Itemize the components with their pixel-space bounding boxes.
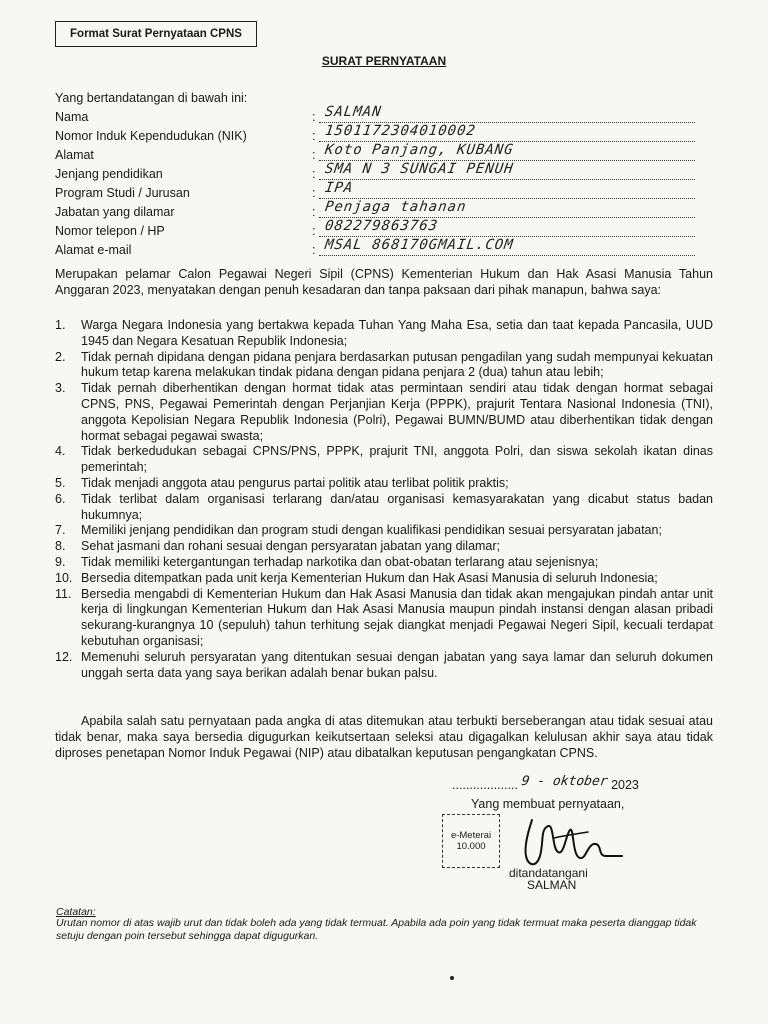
list-item: 5. Tidak menjadi anggota atau pengurus partai politik atau terlibat politik praktis; [55, 475, 509, 490]
list-item: 10. Bersedia ditempatkan pada unit kerja Kementerian Hukum dan Hak Asasi Manusia di seluruh Indonesia; [55, 570, 658, 585]
list-item: 12. Memenuhi seluruh persyaratan yang ditentukan sesuai dengan jabatan yang saya lamar dan seluruh dokumen unggah serta data yang saya berikan adalah benar bukan palsu. [55, 649, 713, 680]
document-title: SURAT PERNYATAAN [321, 54, 447, 68]
note-text: Urutan nomor di atas wajib urut dan tidak boleh ada yang tidak termuat. Apabila ada poin yang tidak termuat maka peserta dianggap tidak setuju dengan poin tersebut sehingga dapat digugurkan. [56, 917, 697, 942]
field-email: Alamat e-mail : MSAL 868170GMAIL.COM [55, 243, 655, 262]
stray-dot [450, 976, 454, 980]
field-nama: Nama : SALMAN [55, 110, 655, 129]
field-label: Alamat [55, 148, 94, 162]
field-value: 082279863763 [323, 218, 440, 234]
list-item: 4. Tidak berkedudukan sebagai CPNS/PNS, PPPK, prajurit TNI, anggota Polri, dan siswa sekolah ikatan dinas pemerintah; [55, 444, 713, 475]
field-value: Koto Panjang, KUBANG [323, 142, 515, 158]
field-label: Jabatan yang dilamar [55, 205, 175, 219]
format-label-box [55, 21, 257, 47]
field-value: SMA N 3 SUNGAI PENUH [323, 161, 515, 177]
field-jenjang-pendidikan: Jenjang pendidikan : SMA N 3 SUNGAI PENUH [55, 167, 655, 186]
field-program-studi: Program Studi / Jurusan : IPA [55, 186, 655, 205]
field-telepon: Nomor telepon / HP : 082279863763 [55, 224, 655, 243]
meterai-label: e-Meterai [450, 830, 492, 841]
signer-name: SALMAN [527, 878, 577, 892]
field-label: Program Studi / Jurusan [55, 186, 190, 200]
maker-label: Yang membuat pernyataan, [471, 797, 625, 811]
list-item: 2. Tidak pernah dipidana dengan pidana penjara berdasarkan putusan pengadilan yang sudah mempunyai kekuatan hukum tetap karena melakukan tindak pidana dengan pidana penjara 2 (dua) tahun atau lebih; [55, 349, 713, 380]
meterai-value: 10.000 [456, 841, 486, 852]
field-label: Jenjang pendidikan [55, 167, 163, 181]
date-year: 2023 [611, 778, 639, 792]
field-alamat: Alamat : Koto Panjang, KUBANG [55, 148, 655, 167]
field-label: Nama [55, 110, 89, 124]
list-item: 9. Tidak memiliki ketergantungan terhadap narkotika dan obat-obatan terlarang atau sejenisnya; [55, 554, 599, 569]
format-label: Format Surat Pernyataan CPNS [70, 28, 242, 40]
signed-label: ditandatangani [509, 866, 588, 880]
field-value: IPA [323, 180, 355, 196]
list-item: 1. Warga Negara Indonesia yang bertakwa kepada Tuhan Yang Maha Esa, setia dan taat kepada Pancasila, UUD 1945 dan Negara Kesatuan Republik Indonesia; [55, 318, 713, 348]
handwritten-date: 9 - oktober [520, 774, 610, 789]
field-label: Nomor telepon / HP [55, 224, 165, 238]
statement-list [55, 318, 713, 681]
field-value: MSAL 868170GMAIL.COM [323, 237, 515, 253]
date-line: ................... 9 - oktober 2023 [452, 774, 639, 792]
list-item: 11. Bersedia mengabdi di Kementerian Hukum dan Hak Asasi Manusia dan tidak akan mengajukan pindah antar unit kerja di lingkungan Kementerian Hukum dan Hak Asasi Manusia maupun pindah instansi dengan alasan pribadi sekurang-kurangnya 10 (sepuluh) tahun terhitung sejak diangkat menjadi Pegawai Negeri Sipil, kecuali terdapat kebutuhan organisasi; [55, 586, 713, 648]
field-label: Alamat e-mail [55, 243, 132, 257]
statement-paragraph: Merupakan pelamar Calon Pegawai Negeri Sipil (CPNS) Kementerian Hukum dan Hak Asasi Manusia Tahun Anggaran 2023, menyatakan dengan penuh kesadaran dan tanpa paksaan dari pihak manapun, bahwa saya: [55, 267, 713, 297]
note-heading: Catatan: [56, 906, 96, 918]
field-nik: Nomor Induk Kependudukan (NIK) : 1501172304010002 [55, 129, 655, 148]
field-value: Penjaga tahanan [323, 199, 468, 215]
list-item: 8. Sehat jasmani dan rohani sesuai dengan persyaratan jabatan yang dilamar; [55, 539, 501, 554]
list-item: 3. Tidak pernah diberhentikan dengan hormat tidak atas permintaan sendiri atau tidak dengan hormat sebagai CPNS, PNS, Pegawai Pemerintah dengan Perjanjian Kerja (PPPK), prajurit Tentara Nasional Indonesia (TNI), anggota Kepolisian Negara Republik Indonesia (Polri), Pegawai BUMN/BUMD atau diberhentikan tidak dengan hormat sebagai pegawai swasta; [55, 381, 713, 443]
list-item: 7. Memiliki jenjang pendidikan dan program studi dengan kualifikasi pendidikan sesuai persyaratan jabatan; [55, 523, 662, 538]
intro-text: Yang bertandatangan di bawah ini: [55, 91, 248, 105]
list-item: 6. Tidak terlibat dalam organisasi terlarang dan/atau organisasi kemasyarakatan yang dicabut status badan hukumnya; [55, 491, 713, 522]
field-value: SALMAN [323, 104, 383, 120]
closing-paragraph: Apabila salah satu pernyataan pada angka di atas ditemukan atau terbukti berseberangan atau tidak sesuai atau tidak benar, maka saya bersedia digugurkan keikutsertaan seleksi atau digagalkan kelulusan akhir saya atau tidak diproses penetapan Nomor Induk Pegawai (NIP) atau dibatalkan keputusan pengangkatan CPNS. [55, 714, 713, 760]
field-label: Nomor Induk Kependudukan (NIK) [55, 129, 247, 143]
e-meterai-box [442, 814, 500, 868]
field-value: 1501172304010002 [323, 123, 477, 139]
field-jabatan: Jabatan yang dilamar : Penjaga tahanan [55, 205, 655, 224]
